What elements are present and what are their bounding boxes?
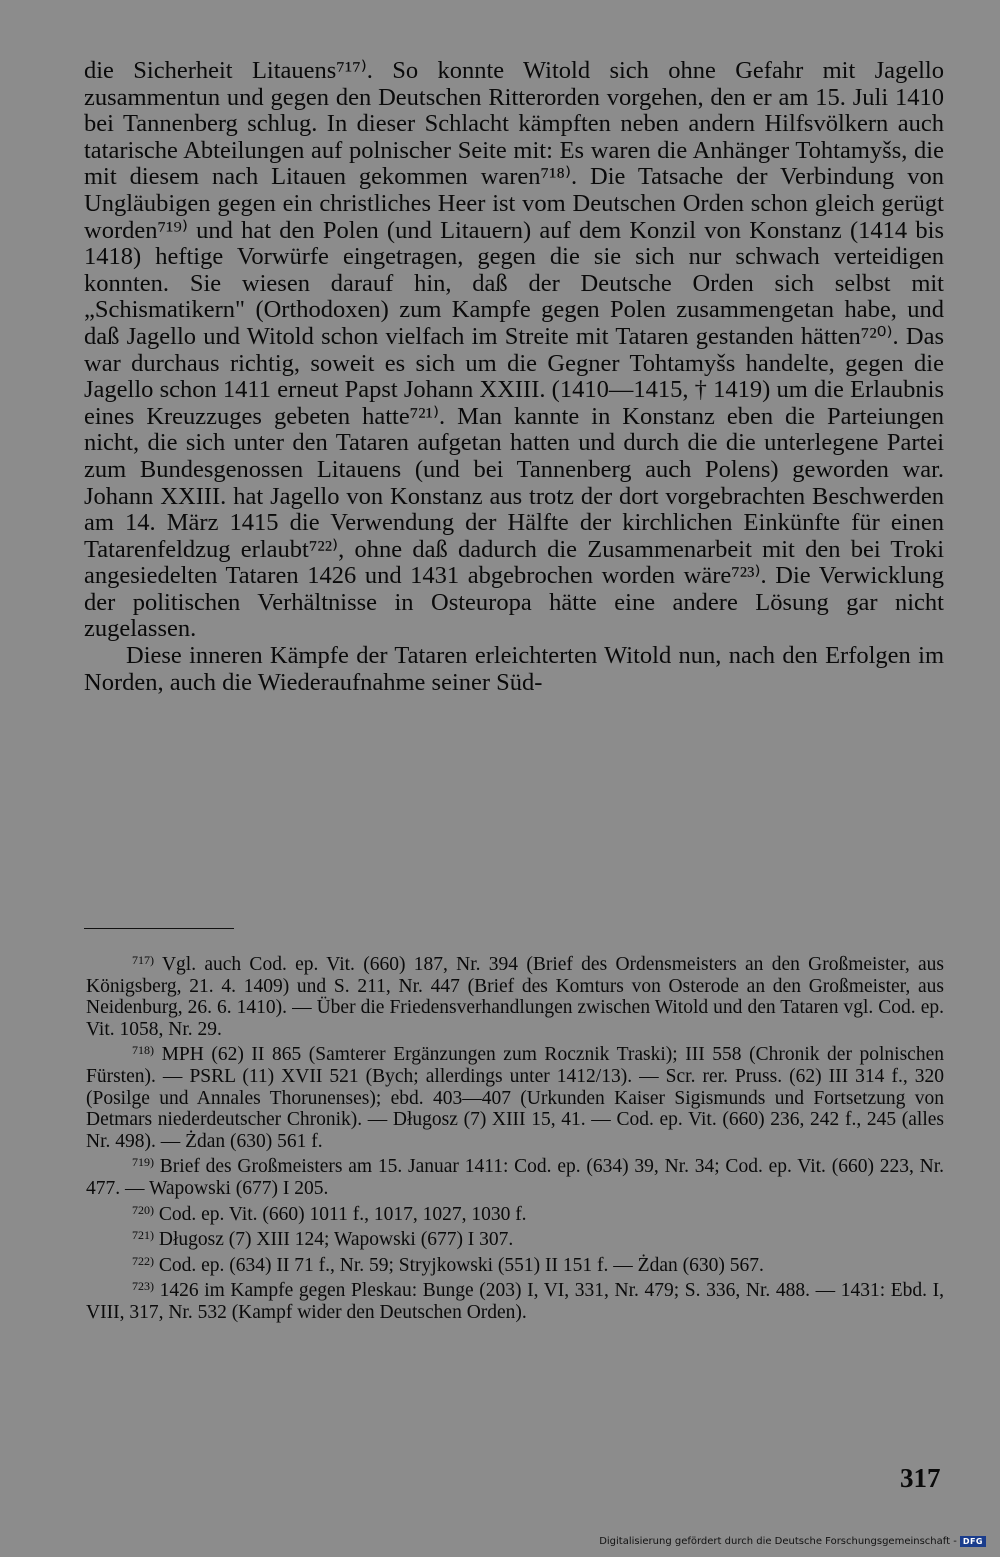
paragraph-2: Diese inneren Kämpfe der Tataren erleichterten Witold nun, nach den Erfolgen im Norden, auch die Wiederaufnahme seiner Süd- xyxy=(84,642,944,696)
footnote-720 xyxy=(86,1200,944,1226)
footnote-text: Cod. ep. Vit. (660) 1011 f., 1017, 1027, 1030 f. xyxy=(158,1203,527,1225)
main-text xyxy=(84,58,944,696)
footnote-723 xyxy=(86,1276,944,1323)
footnote-text: Brief des Großmeisters am 15. Januar 1411: Cod. ep. (634) 39, Nr. 34; Cod. ep. Vit. (660) 223, Nr. 477. — Wapowski (677) I 205. xyxy=(86,1156,945,1199)
paragraph-1: die Sicherheit Litauens⁷¹⁷⁾. So konnte Witold sich ohne Gefahr mit Jagello zusammentun und gegen den Deutschen Ritterorden vorgehen, den er am 15. Juli 1410 bei Tannenberg schlug. In dieser Schlacht kämpften neben andern Hilfsvölkern auch tatarische Abteilungen auf polnischer Seite mit: Es waren die Anhänger Tohtamyšs, die mit diesem nach Litauen gekommen waren⁷¹⁸⁾. Die Tatsache der Verbindung von Ungläubigen gegen ein christliches Heer ist vom Deutschen Orden schon gleich gerügt worden⁷¹⁹⁾ und hat den Polen (und Litauern) auf dem Konzil von Konstanz (1414 bis 1418) heftige Vorwürfe eingetragen, gegen die sie sich nur schwach verteidigen konnten. Sie wiesen darauf hin, daß der Deutsche Orden sich selbst mit „Schismatikern" (Orthodoxen) zum Kampfe gegen Polen zusammengetan habe, und daß Jagello und Witold schon vielfach im Streite mit Tataren gestanden hätten⁷²⁰⁾. Das war durchaus richtig, soweit es sich um die Gegner Tohtamyšs handelte, gegen die Jagello schon 1411 erneut Papst Johann XXIII. (1410—1415, † 1419) um die Erlaubnis eines Kreuzzuges gebeten hatte⁷²¹⁾. Man kannte in Konstanz eben die Parteiungen nicht, die sich unter den Tataren aufgetan hatten und durch die die unterlegene Partei zum Bundesgenossen Litauens (und bei Tannenberg auch Polens) geworden war. Johann XXIII. hat Jagello von Konstanz aus trotz der dort vorgebrachten Beschwerden am 14. März 1415 die Verwendung der Hälfte der kirchlichen Einkünfte für einen Tatarenfeldzug erlaubt⁷²²⁾, ohne daß dadurch die Zusammenarbeit mit den bei Troki angesiedelten Tataren 1426 und 1431 abgebrochen worden wäre⁷²³⁾. Die Verwicklung der politischen Verhältnisse in Osteuropa hätte eine andere Lösung gar nicht zugelassen. xyxy=(84,57,944,643)
footnote-text: MPH (62) II 865 (Samterer Ergänzungen zum Rocznik Traski); III 558 (Chronik der polnischen Fürsten). — PSRL (11) XVII 521 (Bych; allerdings unter 1412/13). — Scr. rer. Pruss. (62) III 314 f., 320 (Posilge und Annales Thorunenses); ebd. 403—407 (Urkunden Kaiser Sigismunds und Fortsetzung von Detmars niederdeutscher Chronik). — Długosz (7) XIII 15, 41. — Cod. ep. Vit. (660) 236, 242 f., 245 (alles Nr. 498). — Żdan (630) 561 f. xyxy=(86,1044,944,1152)
footnote-mark: 718) xyxy=(132,1043,154,1058)
footnote-719 xyxy=(86,1152,944,1199)
footnote-721 xyxy=(86,1225,944,1251)
footnote-text: Cod. ep. (634) II 71 f., Nr. 59; Stryjkowski (551) II 151 f. — Żdan (630) 567. xyxy=(158,1254,764,1276)
footnote-text: Vgl. auch Cod. ep. Vit. (660) 187, Nr. 394 (Brief des Ordensmeisters an den Großmeister, aus Königsberg, 21. 4. 1409) und S. 211, Nr. 447 (Brief des Komturs von Osterode an den Großmeister, aus Neidenburg, 26. 6. 1410). — Über die Friedensverhandlungen zwischen Witold und den Tataren vgl. Cod. ep. Vit. 1058, Nr. 29. xyxy=(86,954,944,1040)
footnote-text: 1426 im Kampfe gegen Pleskau: Bunge (203) I, VI, 331, Nr. 479; S. 336, Nr. 488. — 1431: Ebd. I, VIII, 317, Nr. 532 (Kampf wider den Deutschen Orden). xyxy=(86,1280,945,1323)
footnote-divider xyxy=(84,928,234,929)
page-number: 317 xyxy=(900,1463,941,1493)
dfg-logo-icon: DFG xyxy=(960,1536,986,1547)
footnote-722 xyxy=(86,1251,944,1277)
footnote-mark: 719) xyxy=(132,1155,154,1170)
footnote-mark: 722) xyxy=(132,1253,154,1268)
footnote-mark: 723) xyxy=(132,1279,154,1294)
footnote-text: Długosz (7) XIII 124; Wapowski (677) I 307. xyxy=(158,1229,514,1251)
footnote-717 xyxy=(86,950,944,1040)
footnote-mark: 720) xyxy=(132,1202,154,1217)
footnote-mark: 721) xyxy=(132,1228,154,1243)
footnotes xyxy=(86,950,944,1324)
footnote-mark: 717) xyxy=(132,953,154,967)
digitization-credit xyxy=(599,1536,986,1547)
footnote-718 xyxy=(86,1040,944,1152)
credit-text: Digitalisierung gefördert durch die Deutsche Forschungsgemeinschaft - xyxy=(599,1536,957,1547)
